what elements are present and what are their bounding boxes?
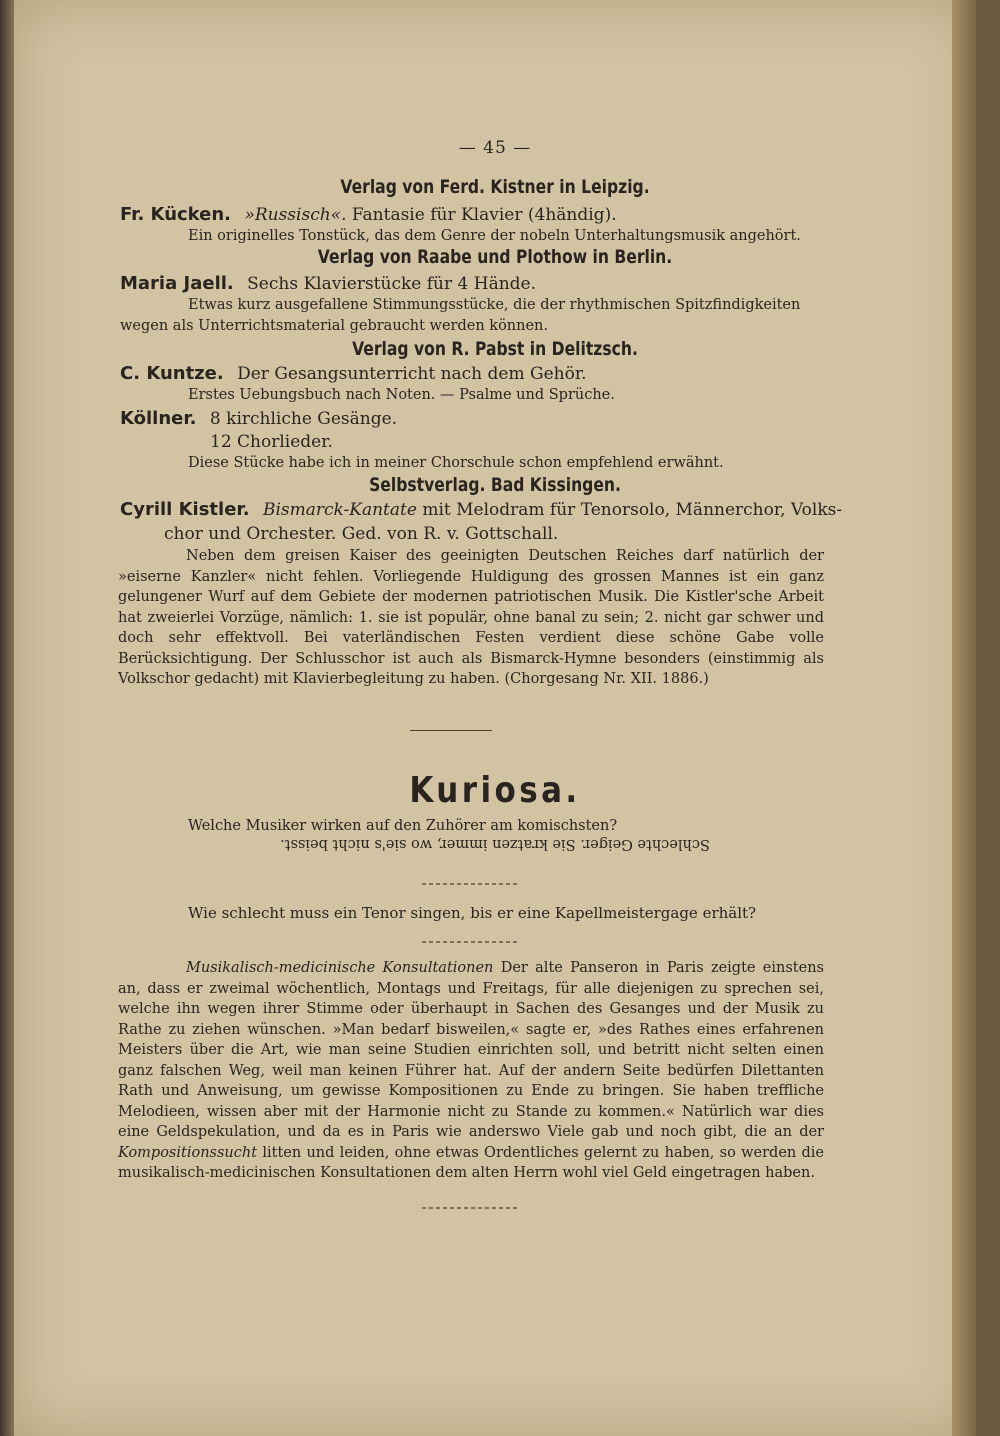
entry-note: Ein originelles Tonstück, das dem Genre der nobeln Unterhaltungsmusik angehört. bbox=[188, 228, 801, 244]
entry-description: 8 kirchliche Gesänge. bbox=[209, 409, 398, 429]
entry-description: chor und Orchester. Ged. von R. v. Gottschall. bbox=[164, 524, 559, 544]
entry-koellner bbox=[120, 408, 397, 429]
entry-note: wegen als Unterrichtsmaterial gebraucht werden können. bbox=[120, 318, 549, 334]
entry-title: Bismarck-Kantate bbox=[262, 500, 417, 520]
entry-description: Der Gesangsunterricht nach dem Gehör. bbox=[237, 364, 587, 384]
entry-note: Erstes Uebungsbuch nach Noten. — Psalme und Sprüche. bbox=[188, 387, 615, 403]
wavy-divider bbox=[422, 1207, 518, 1209]
entry-title: »Russisch«. bbox=[244, 205, 347, 225]
book-page bbox=[14, 0, 976, 1436]
entry-author: C. Kuntze. bbox=[120, 363, 224, 384]
publisher-heading-pabst: Verlag von R. Pabst in Delitzsch. bbox=[352, 338, 638, 360]
publisher-heading-raabe: Verlag von Raabe und Plothow in Berlin. bbox=[317, 246, 673, 268]
section-divider bbox=[410, 730, 492, 731]
entry-description: Sechs Klavierstücke für 4 Hände. bbox=[247, 274, 536, 294]
question-2: Wie schlecht muss ein Tenor singen, bis er eine Kapellmeistergage erhält? bbox=[188, 904, 757, 922]
anecdote-text: Der alte Panseron in Paris zeigte einstens an, dass er zweimal wöchentlich, Montags und Freitags, für alle diejenigen zu sprechen sei, welche ihn wegen ihrer Stimme oder überhaupt in Sachen des Gesanges und der Musik zu Rathe zu ziehen wünschen. »Man bedarf bisweilen,« sagte er, »des Rathes eines erfahrenen Meisters über die Art, wie man seine Studien einrichten soll, und betritt nicht selten einen ganz falschen Weg, weil man keinen Führer hat. Auf der andern Seite bedürfen Dilettanten Rath und Anweisung, um gewisse Kompositionen zu Ende zu bringen. Sie haben treffliche Melodieen, wissen aber mit der Harmonie nicht zu Stande zu kommen.« Natürlich war dies eine Geldspekulation, und da es in Paris wie anderswo Viele gab und noch gibt, die an der bbox=[118, 960, 824, 1140]
book-spine bbox=[0, 0, 14, 1436]
anecdote-title: Musikalisch-medicinische Konsultationen bbox=[186, 960, 494, 976]
entry-description: Fantasie für Klavier (4händig). bbox=[351, 205, 617, 225]
entry-author: Maria Jaell. bbox=[120, 273, 234, 294]
question-1: Welche Musiker wirken auf den Zuhörer am komischsten? bbox=[188, 818, 618, 834]
page-number: — 45 — bbox=[458, 138, 532, 158]
review-paragraph: Neben dem greisen Kaiser des geeinigten Deutschen Reiches darf natürlich der »eiserne Kanzler« nicht fehlen. Vorliegende Huldigung des grossen Mannes ist ein ganz gelungener Wurf auf dem Gebiete der modernen patriotischen Musik. Die Kistler'sche Arbeit hat zweierlei Vorzüge, nämlich: 1. sie ist populär, ohne banal zu sein; 2. nicht gar schwer und doch sehr effektvoll. Bei vaterländischen Festen verdient diese schöne Gabe volle Berücksichtigung. Der Schlusschor ist auch als Bismarck-Hymne besonders (einstimmig als Volkschor gedacht) mit Klavierbegleitung zu haben. (Chorgesang Nr. XII. 1886.) bbox=[118, 548, 824, 687]
publisher-heading-kistner: Verlag von Ferd. Kistner in Leipzig. bbox=[340, 176, 650, 198]
entry-jaell bbox=[120, 273, 536, 294]
anecdote-paragraph bbox=[118, 958, 824, 1184]
wavy-divider bbox=[422, 941, 518, 943]
entry-author: Cyrill Kistler. bbox=[120, 499, 250, 520]
anecdote-text: litten und leiden, ohne etwas Ordentliches gelernt zu haben, so werden die musikalisch-medicinischen Konsultationen dem alten Herrn wohl viel Geld eingetragen haben. bbox=[118, 1144, 825, 1181]
anecdote-italic-term: Kompositionssucht bbox=[118, 1144, 258, 1161]
kuriosa-heading: Kuriosa. bbox=[409, 770, 581, 811]
entry-author: Köllner. bbox=[120, 408, 197, 429]
entry-note: Diese Stücke habe ich in meiner Chorschule schon empfehlend erwähnt. bbox=[188, 455, 724, 471]
wavy-divider bbox=[422, 883, 518, 885]
inverted-answer-1: Schlechte Geiger. Sie kratzen immer, wo sie's nicht beisst. bbox=[280, 836, 710, 852]
entry-author: Fr. Kücken. bbox=[120, 204, 232, 225]
publisher-heading-selbst: Selbstverlag. Bad Kissingen. bbox=[369, 474, 621, 496]
entry-kistler bbox=[120, 499, 842, 520]
page-edge bbox=[952, 0, 976, 1436]
entry-description: 12 Chorlieder. bbox=[210, 432, 333, 452]
entry-kuecken bbox=[120, 204, 617, 225]
entry-kuntze bbox=[120, 363, 586, 384]
entry-note: Etwas kurz ausgefallene Stimmungsstücke, die der rhythmischen Spitzfindigkeiten bbox=[188, 297, 801, 313]
entry-description: mit Melodram für Tenorsolo, Männerchor, Volks- bbox=[422, 500, 843, 520]
